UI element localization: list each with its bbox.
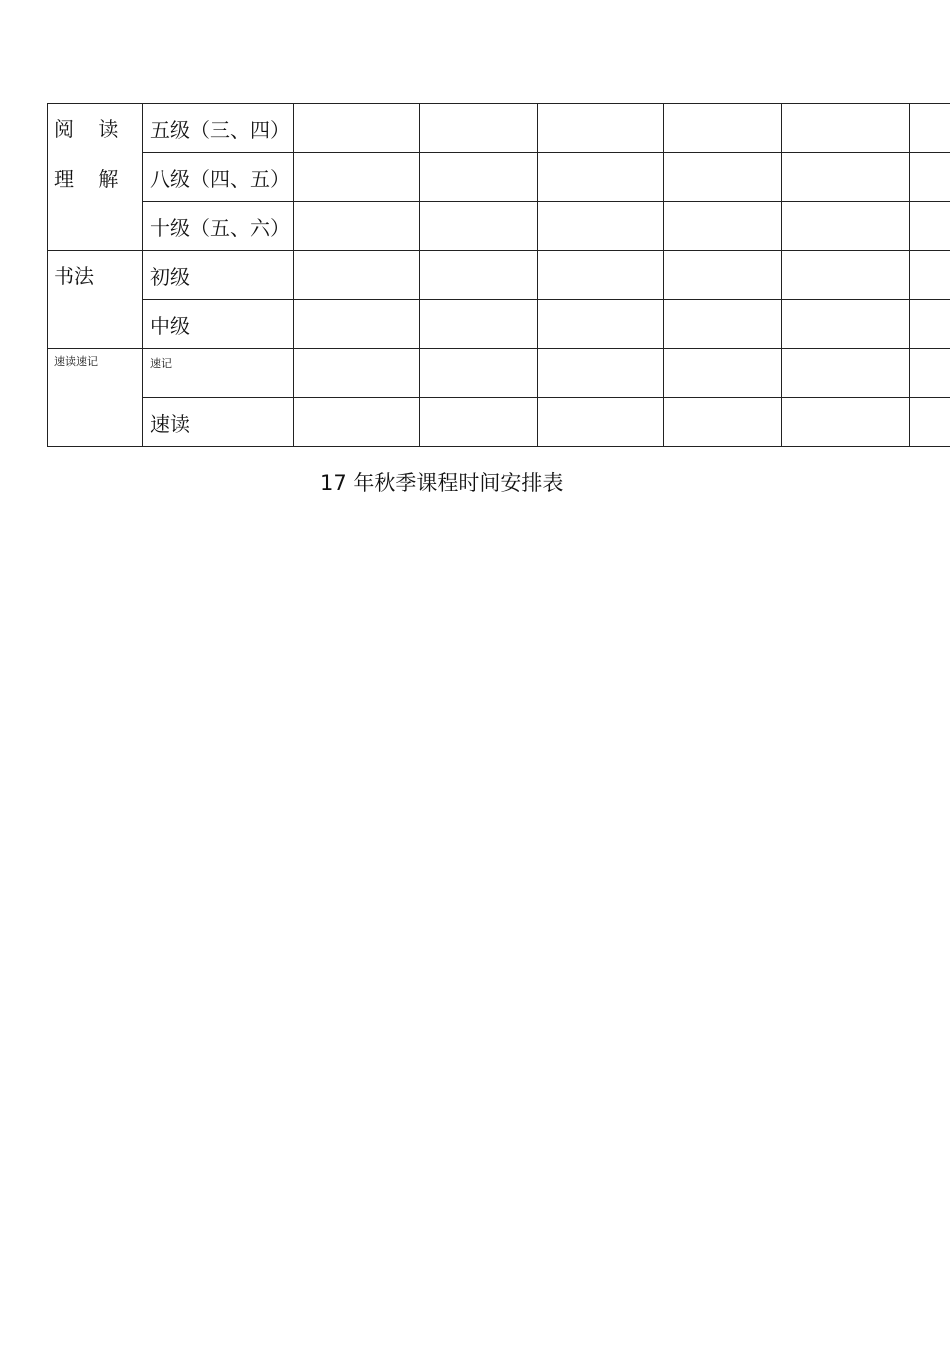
schedule-cell[interactable] — [782, 300, 910, 349]
table-row — [48, 349, 950, 398]
schedule-cell[interactable] — [420, 349, 538, 398]
table-row — [48, 104, 950, 153]
table-row — [48, 300, 950, 349]
table-row — [48, 202, 950, 251]
schedule-cell[interactable] — [538, 251, 664, 300]
schedule-cell[interactable] — [910, 153, 950, 202]
level-cell: 初级 — [143, 251, 294, 300]
schedule-cell[interactable] — [664, 153, 782, 202]
schedule-cell[interactable] — [294, 398, 420, 447]
schedule-cell[interactable] — [782, 398, 910, 447]
schedule-cell[interactable] — [910, 300, 950, 349]
schedule-cell[interactable] — [538, 104, 664, 153]
schedule-cell[interactable] — [420, 202, 538, 251]
category-cell-calligraphy — [48, 251, 143, 349]
schedule-cell[interactable] — [664, 349, 782, 398]
schedule-cell[interactable] — [294, 300, 420, 349]
schedule-cell[interactable] — [420, 104, 538, 153]
schedule-cell[interactable] — [420, 300, 538, 349]
schedule-cell[interactable] — [538, 349, 664, 398]
level-cell: 速记 — [143, 349, 294, 398]
table-caption: 17 年秋季课程时间安排表 — [320, 471, 564, 495]
schedule-cell[interactable] — [782, 104, 910, 153]
schedule-cell[interactable] — [910, 349, 950, 398]
schedule-cell[interactable] — [538, 300, 664, 349]
schedule-cell[interactable] — [910, 202, 950, 251]
schedule-cell[interactable] — [910, 251, 950, 300]
schedule-cell[interactable] — [782, 349, 910, 398]
level-cell: 八级（四、五） — [143, 153, 294, 202]
schedule-cell[interactable] — [420, 398, 538, 447]
schedule-cell[interactable] — [782, 251, 910, 300]
level-cell: 速读 — [143, 398, 294, 447]
schedule-cell[interactable] — [420, 153, 538, 202]
category-label: 速读速记 — [54, 355, 98, 368]
schedule-cell[interactable] — [538, 153, 664, 202]
level-cell: 五级（三、四） — [143, 104, 294, 153]
schedule-cell[interactable] — [538, 202, 664, 251]
table-row — [48, 398, 950, 447]
schedule-cell[interactable] — [664, 202, 782, 251]
level-cell: 中级 — [143, 300, 294, 349]
schedule-cell[interactable] — [294, 153, 420, 202]
table-row — [48, 251, 950, 300]
schedule-cell[interactable] — [420, 251, 538, 300]
schedule-cell[interactable] — [294, 104, 420, 153]
schedule-cell[interactable] — [294, 251, 420, 300]
schedule-cell[interactable] — [294, 349, 420, 398]
schedule-cell[interactable] — [782, 202, 910, 251]
schedule-cell[interactable] — [910, 398, 950, 447]
course-schedule-table — [47, 103, 950, 447]
schedule-cell[interactable] — [664, 398, 782, 447]
schedule-cell[interactable] — [782, 153, 910, 202]
table-row — [48, 153, 950, 202]
category-label: 阅 读 理 解 — [54, 117, 128, 191]
schedule-cell[interactable] — [538, 398, 664, 447]
schedule-cell[interactable] — [664, 300, 782, 349]
schedule-cell[interactable] — [664, 251, 782, 300]
category-cell-speed — [48, 349, 143, 447]
schedule-cell[interactable] — [910, 104, 950, 153]
category-label: 书法 — [54, 264, 94, 288]
schedule-cell[interactable] — [294, 202, 420, 251]
category-cell-reading — [48, 104, 143, 251]
level-cell: 十级（五、六） — [143, 202, 294, 251]
schedule-cell[interactable] — [664, 104, 782, 153]
